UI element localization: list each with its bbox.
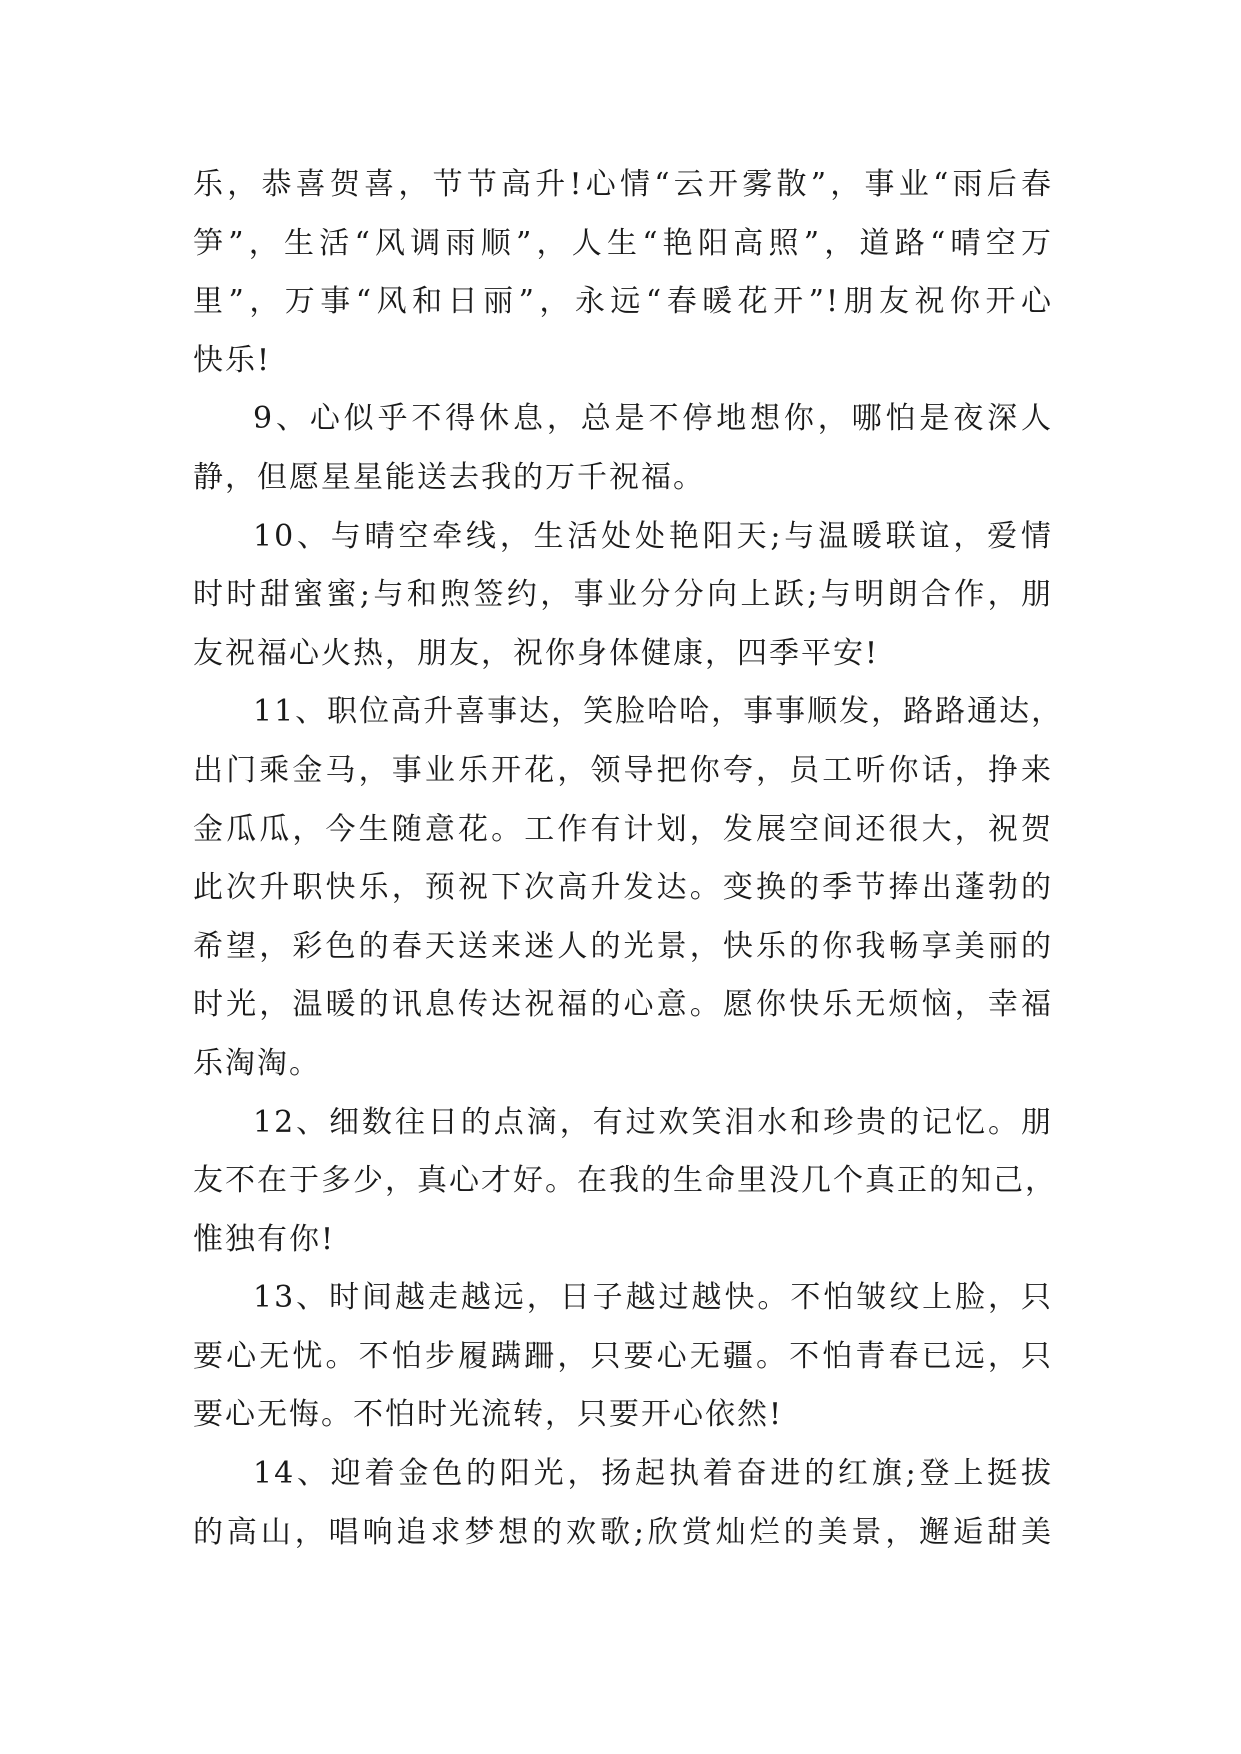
paragraph-12 [193, 1094, 1057, 1270]
text-line: 时光，温暖的讯息传达祝福的心意。愿你快乐无烦恼，幸福 [193, 987, 1053, 1023]
text-line: 要心无忧。不怕步履蹒跚，只要心无疆。不怕青春已远，只 [193, 1338, 1053, 1374]
paragraph-9 [193, 390, 1053, 507]
text-line: 笋”，生活“风调雨顺”，人生“艳阳高照”，道路“晴空万 [193, 225, 1053, 261]
text-line: 快乐! [193, 342, 272, 378]
text-line: 11、职位高升喜事达，笑脸哈哈，事事顺发，路路通达， [253, 694, 1064, 730]
document-body [193, 156, 1064, 1562]
paragraph-10 [193, 508, 1053, 684]
text-line: 出门乘金马，事业乐开花，领导把你夸，员工听你话，挣来 [193, 752, 1053, 788]
text-line: 13、时间越走越远，日子越过越快。不怕皱纹上脸，只 [253, 1280, 1053, 1316]
text-line: 10、与晴空牵线，生活处处艳阳天;与温暖联谊，爱情 [253, 518, 1053, 554]
text-line: 时时甜蜜蜜;与和煦签约，事业分分向上跃;与明朗合作，朋 [193, 577, 1053, 613]
text-line: 要心无悔。不怕时光流转，只要开心依然! [193, 1397, 784, 1433]
text-line: 金瓜瓜，今生随意花。工作有计划，发展空间还很大，祝贺 [193, 811, 1053, 847]
text-line: 12、细数往日的点滴，有过欢笑泪水和珍贵的记忆。朋 [253, 1104, 1053, 1140]
text-line: 9、心似乎不得休息，总是不停地想你，哪怕是夜深人 [253, 401, 1053, 437]
text-line: 14、迎着金色的阳光，扬起执着奋进的红旗;登上挺拔 [253, 1456, 1053, 1492]
text-line: 惟独有你! [193, 1221, 336, 1257]
text-line: 希望，彩色的春天送来迷人的光景，快乐的你我畅享美丽的 [193, 928, 1053, 964]
text-line: 此次升职快乐，预祝下次高升发达。变换的季节捧出蓬勃的 [193, 870, 1053, 906]
text-line: 友不在于多少，真心才好。在我的生命里没几个真正的知己， [193, 1163, 1057, 1199]
paragraph-13 [193, 1269, 1053, 1445]
text-line: 静，但愿星星能送去我的万千祝福。 [193, 459, 705, 495]
paragraph-8-continued [193, 156, 1053, 390]
text-line: 乐淘淘。 [193, 1045, 321, 1081]
paragraph-11 [193, 683, 1064, 1093]
text-line: 乐，恭喜贺喜，节节高升!心情“云开雾散”，事业“雨后春 [193, 167, 1053, 202]
text-line: 友祝福心火热，朋友，祝你身体健康，四季平安! [193, 635, 880, 671]
text-line: 的高山，唱响追求梦想的欢歌;欣赏灿烂的美景，邂逅甜美 [193, 1514, 1053, 1550]
text-line: 里”，万事“风和日丽”，永远“春暖花开”!朋友祝你开心 [193, 284, 1053, 320]
paragraph-14 [193, 1445, 1053, 1562]
